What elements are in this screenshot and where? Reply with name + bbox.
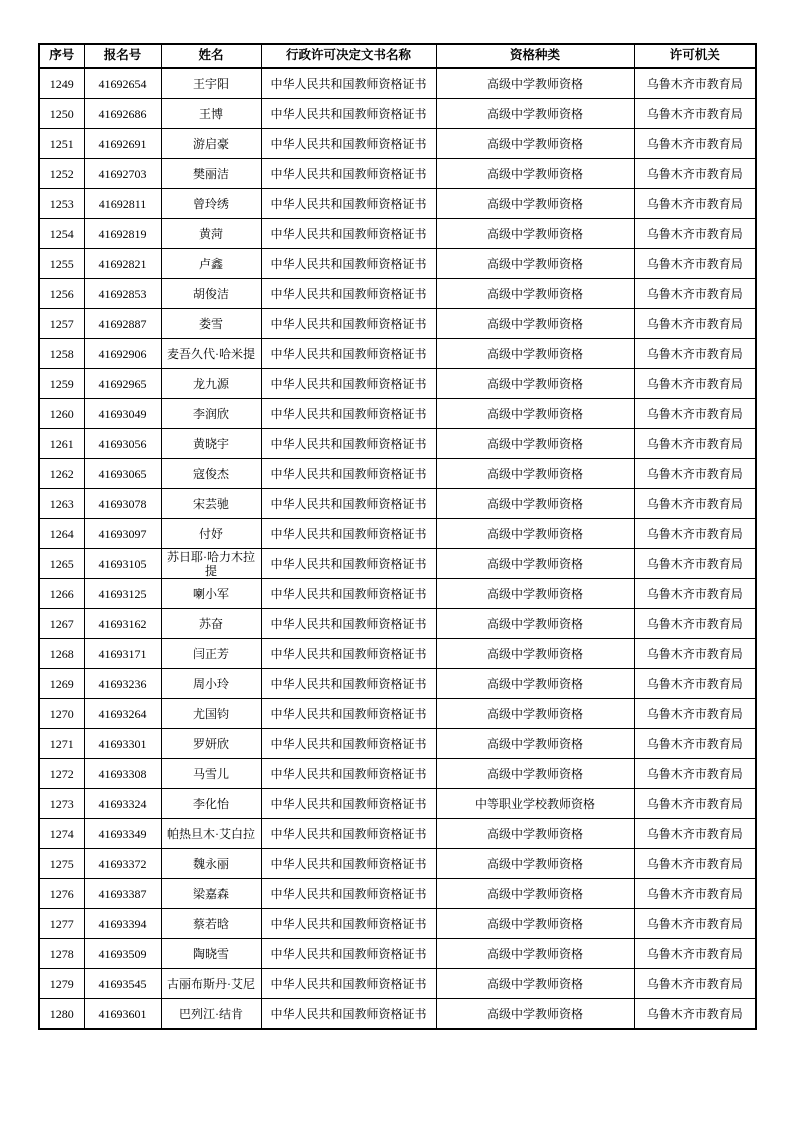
table-row [39, 729, 756, 759]
cell-serial-number: 1274 [39, 819, 84, 849]
cell-serial-number: 1256 [39, 279, 84, 309]
table-row [39, 399, 756, 429]
cell-qualification-type: 高级中学教师资格 [436, 969, 634, 999]
cell-qualification-type: 高级中学教师资格 [436, 729, 634, 759]
table-body [39, 68, 756, 1029]
cell-name: 陶晓雪 [161, 939, 261, 969]
cell-document-title: 中华人民共和国教师资格证书 [261, 429, 436, 459]
cell-licensing-authority: 乌鲁木齐市教育局 [634, 489, 756, 519]
table-row [39, 639, 756, 669]
table-row [39, 999, 756, 1030]
cell-serial-number: 1268 [39, 639, 84, 669]
cell-serial-number: 1249 [39, 68, 84, 99]
cell-registration-number: 41692654 [84, 68, 161, 99]
cell-registration-number: 41693056 [84, 429, 161, 459]
cell-registration-number: 41692821 [84, 249, 161, 279]
table-row [39, 549, 756, 579]
table-row [39, 159, 756, 189]
cell-registration-number: 41693264 [84, 699, 161, 729]
table-row [39, 519, 756, 549]
cell-registration-number: 41692887 [84, 309, 161, 339]
cell-licensing-authority: 乌鲁木齐市教育局 [634, 429, 756, 459]
table-row [39, 459, 756, 489]
cell-licensing-authority: 乌鲁木齐市教育局 [634, 969, 756, 999]
cell-registration-number: 41692965 [84, 369, 161, 399]
cell-document-title: 中华人民共和国教师资格证书 [261, 519, 436, 549]
cell-registration-number: 41693125 [84, 579, 161, 609]
cell-qualification-type: 高级中学教师资格 [436, 519, 634, 549]
cell-registration-number: 41693324 [84, 789, 161, 819]
cell-document-title: 中华人民共和国教师资格证书 [261, 609, 436, 639]
cell-document-title: 中华人民共和国教师资格证书 [261, 159, 436, 189]
cell-registration-number: 41693349 [84, 819, 161, 849]
cell-registration-number: 41693097 [84, 519, 161, 549]
cell-licensing-authority: 乌鲁木齐市教育局 [634, 729, 756, 759]
cell-registration-number: 41693545 [84, 969, 161, 999]
cell-name: 梁嘉森 [161, 879, 261, 909]
cell-document-title: 中华人民共和国教师资格证书 [261, 99, 436, 129]
table-row [39, 939, 756, 969]
cell-name: 麦吾久代·哈米提 [161, 339, 261, 369]
cell-name: 黄晓宇 [161, 429, 261, 459]
cell-name: 尤国钧 [161, 699, 261, 729]
table-row [39, 369, 756, 399]
cell-name: 魏永丽 [161, 849, 261, 879]
cell-document-title: 中华人民共和国教师资格证书 [261, 579, 436, 609]
cell-qualification-type: 高级中学教师资格 [436, 279, 634, 309]
cell-licensing-authority: 乌鲁木齐市教育局 [634, 609, 756, 639]
cell-qualification-type: 高级中学教师资格 [436, 459, 634, 489]
cell-licensing-authority: 乌鲁木齐市教育局 [634, 99, 756, 129]
cell-document-title: 中华人民共和国教师资格证书 [261, 699, 436, 729]
table-row [39, 969, 756, 999]
cell-name: 巴列江·结肯 [161, 999, 261, 1030]
cell-licensing-authority: 乌鲁木齐市教育局 [634, 789, 756, 819]
cell-qualification-type: 高级中学教师资格 [436, 489, 634, 519]
cell-serial-number: 1278 [39, 939, 84, 969]
cell-licensing-authority: 乌鲁木齐市教育局 [634, 68, 756, 99]
cell-registration-number: 41692853 [84, 279, 161, 309]
cell-document-title: 中华人民共和国教师资格证书 [261, 879, 436, 909]
table-row [39, 759, 756, 789]
cell-name: 宋芸驰 [161, 489, 261, 519]
cell-qualification-type: 高级中学教师资格 [436, 68, 634, 99]
cell-qualification-type: 高级中学教师资格 [436, 669, 634, 699]
cell-name: 李润欣 [161, 399, 261, 429]
cell-serial-number: 1271 [39, 729, 84, 759]
cell-licensing-authority: 乌鲁木齐市教育局 [634, 159, 756, 189]
cell-licensing-authority: 乌鲁木齐市教育局 [634, 579, 756, 609]
cell-name: 喇小军 [161, 579, 261, 609]
cell-qualification-type: 高级中学教师资格 [436, 99, 634, 129]
table-row [39, 819, 756, 849]
cell-qualification-type: 高级中学教师资格 [436, 819, 634, 849]
cell-serial-number: 1258 [39, 339, 84, 369]
cell-registration-number: 41693301 [84, 729, 161, 759]
cell-registration-number: 41693105 [84, 549, 161, 579]
cell-qualification-type: 高级中学教师资格 [436, 909, 634, 939]
column-header-qualification-type: 资格种类 [436, 44, 634, 68]
cell-licensing-authority: 乌鲁木齐市教育局 [634, 279, 756, 309]
cell-serial-number: 1265 [39, 549, 84, 579]
cell-name: 李化怡 [161, 789, 261, 819]
cell-name: 罗妍欣 [161, 729, 261, 759]
cell-serial-number: 1263 [39, 489, 84, 519]
cell-licensing-authority: 乌鲁木齐市教育局 [634, 939, 756, 969]
cell-serial-number: 1276 [39, 879, 84, 909]
cell-licensing-authority: 乌鲁木齐市教育局 [634, 549, 756, 579]
cell-serial-number: 1255 [39, 249, 84, 279]
cell-qualification-type: 高级中学教师资格 [436, 849, 634, 879]
cell-licensing-authority: 乌鲁木齐市教育局 [634, 699, 756, 729]
table-header [39, 44, 756, 68]
table-row [39, 849, 756, 879]
cell-qualification-type: 高级中学教师资格 [436, 189, 634, 219]
table-row [39, 609, 756, 639]
cell-name: 闫正芳 [161, 639, 261, 669]
cell-document-title: 中华人民共和国教师资格证书 [261, 399, 436, 429]
cell-licensing-authority: 乌鲁木齐市教育局 [634, 999, 756, 1030]
cell-document-title: 中华人民共和国教师资格证书 [261, 819, 436, 849]
cell-serial-number: 1250 [39, 99, 84, 129]
cell-serial-number: 1254 [39, 219, 84, 249]
table-row [39, 189, 756, 219]
cell-licensing-authority: 乌鲁木齐市教育局 [634, 519, 756, 549]
table-row [39, 579, 756, 609]
cell-licensing-authority: 乌鲁木齐市教育局 [634, 669, 756, 699]
cell-document-title: 中华人民共和国教师资格证书 [261, 459, 436, 489]
cell-document-title: 中华人民共和国教师资格证书 [261, 759, 436, 789]
cell-registration-number: 41693394 [84, 909, 161, 939]
column-header-licensing-authority: 许可机关 [634, 44, 756, 68]
cell-name: 卢鑫 [161, 249, 261, 279]
cell-registration-number: 41693387 [84, 879, 161, 909]
cell-licensing-authority: 乌鲁木齐市教育局 [634, 879, 756, 909]
cell-name: 周小玲 [161, 669, 261, 699]
cell-document-title: 中华人民共和国教师资格证书 [261, 729, 436, 759]
cell-licensing-authority: 乌鲁木齐市教育局 [634, 849, 756, 879]
cell-serial-number: 1262 [39, 459, 84, 489]
cell-document-title: 中华人民共和国教师资格证书 [261, 789, 436, 819]
cell-document-title: 中华人民共和国教师资格证书 [261, 369, 436, 399]
cell-serial-number: 1261 [39, 429, 84, 459]
cell-licensing-authority: 乌鲁木齐市教育局 [634, 219, 756, 249]
header-row [39, 44, 756, 68]
cell-serial-number: 1279 [39, 969, 84, 999]
cell-registration-number: 41692819 [84, 219, 161, 249]
cell-document-title: 中华人民共和国教师资格证书 [261, 669, 436, 699]
cell-document-title: 中华人民共和国教师资格证书 [261, 849, 436, 879]
cell-name: 黄菏 [161, 219, 261, 249]
cell-licensing-authority: 乌鲁木齐市教育局 [634, 129, 756, 159]
cell-name: 樊丽洁 [161, 159, 261, 189]
cell-name: 付妤 [161, 519, 261, 549]
column-header-serial-number: 序号 [39, 44, 84, 68]
cell-name: 古丽布斯丹·艾尼 [161, 969, 261, 999]
cell-document-title: 中华人民共和国教师资格证书 [261, 969, 436, 999]
cell-serial-number: 1266 [39, 579, 84, 609]
cell-name: 寇俊杰 [161, 459, 261, 489]
cell-registration-number: 41693049 [84, 399, 161, 429]
cell-licensing-authority: 乌鲁木齐市教育局 [634, 909, 756, 939]
cell-serial-number: 1259 [39, 369, 84, 399]
table-row [39, 699, 756, 729]
cell-licensing-authority: 乌鲁木齐市教育局 [634, 249, 756, 279]
cell-document-title: 中华人民共和国教师资格证书 [261, 219, 436, 249]
column-header-name: 姓名 [161, 44, 261, 68]
cell-qualification-type: 高级中学教师资格 [436, 159, 634, 189]
cell-licensing-authority: 乌鲁木齐市教育局 [634, 189, 756, 219]
cell-document-title: 中华人民共和国教师资格证书 [261, 68, 436, 99]
cell-registration-number: 41693509 [84, 939, 161, 969]
cell-document-title: 中华人民共和国教师资格证书 [261, 339, 436, 369]
table-row [39, 68, 756, 99]
cell-document-title: 中华人民共和国教师资格证书 [261, 939, 436, 969]
cell-qualification-type: 高级中学教师资格 [436, 369, 634, 399]
cell-name: 蔡若晗 [161, 909, 261, 939]
cell-document-title: 中华人民共和国教师资格证书 [261, 309, 436, 339]
cell-serial-number: 1252 [39, 159, 84, 189]
cell-registration-number: 41692691 [84, 129, 161, 159]
cell-qualification-type: 高级中学教师资格 [436, 129, 634, 159]
cell-document-title: 中华人民共和国教师资格证书 [261, 639, 436, 669]
cell-name: 马雪儿 [161, 759, 261, 789]
cell-serial-number: 1267 [39, 609, 84, 639]
cell-name: 王宇阳 [161, 68, 261, 99]
cell-serial-number: 1280 [39, 999, 84, 1030]
cell-document-title: 中华人民共和国教师资格证书 [261, 549, 436, 579]
cell-registration-number: 41693601 [84, 999, 161, 1030]
cell-qualification-type: 高级中学教师资格 [436, 339, 634, 369]
cell-registration-number: 41692811 [84, 189, 161, 219]
cell-name: 胡俊洁 [161, 279, 261, 309]
cell-qualification-type: 高级中学教师资格 [436, 939, 634, 969]
table-row [39, 339, 756, 369]
cell-document-title: 中华人民共和国教师资格证书 [261, 249, 436, 279]
cell-serial-number: 1270 [39, 699, 84, 729]
table-row [39, 129, 756, 159]
cell-serial-number: 1269 [39, 669, 84, 699]
cell-registration-number: 41693162 [84, 609, 161, 639]
cell-name: 苏奋 [161, 609, 261, 639]
table-row [39, 789, 756, 819]
cell-qualification-type: 高级中学教师资格 [436, 609, 634, 639]
cell-registration-number: 41693308 [84, 759, 161, 789]
cell-serial-number: 1257 [39, 309, 84, 339]
cell-registration-number: 41692686 [84, 99, 161, 129]
cell-licensing-authority: 乌鲁木齐市教育局 [634, 309, 756, 339]
cell-name: 苏日耶·哈力木拉提 [161, 549, 261, 579]
cell-document-title: 中华人民共和国教师资格证书 [261, 189, 436, 219]
cell-qualification-type: 高级中学教师资格 [436, 399, 634, 429]
cell-qualification-type: 高级中学教师资格 [436, 879, 634, 909]
cell-document-title: 中华人民共和国教师资格证书 [261, 999, 436, 1030]
cell-name: 游启豪 [161, 129, 261, 159]
cell-registration-number: 41692703 [84, 159, 161, 189]
cell-qualification-type: 高级中学教师资格 [436, 219, 634, 249]
cell-qualification-type: 高级中学教师资格 [436, 699, 634, 729]
cell-name: 娄雪 [161, 309, 261, 339]
cell-registration-number: 41693065 [84, 459, 161, 489]
column-header-document-title: 行政许可决定文书名称 [261, 44, 436, 68]
cell-qualification-type: 高级中学教师资格 [436, 429, 634, 459]
cell-serial-number: 1260 [39, 399, 84, 429]
cell-qualification-type: 高级中学教师资格 [436, 249, 634, 279]
table-row [39, 99, 756, 129]
table-row [39, 279, 756, 309]
cell-qualification-type: 高级中学教师资格 [436, 639, 634, 669]
table-row [39, 219, 756, 249]
cell-licensing-authority: 乌鲁木齐市教育局 [634, 339, 756, 369]
cell-serial-number: 1251 [39, 129, 84, 159]
cell-registration-number: 41693078 [84, 489, 161, 519]
cell-serial-number: 1253 [39, 189, 84, 219]
table-row [39, 879, 756, 909]
teacher-license-table [38, 43, 757, 1030]
column-header-registration-number: 报名号 [84, 44, 161, 68]
table-row [39, 669, 756, 699]
table-row [39, 909, 756, 939]
cell-document-title: 中华人民共和国教师资格证书 [261, 909, 436, 939]
table-row [39, 309, 756, 339]
cell-document-title: 中华人民共和国教师资格证书 [261, 129, 436, 159]
cell-name: 王博 [161, 99, 261, 129]
cell-registration-number: 41693236 [84, 669, 161, 699]
cell-qualification-type: 高级中学教师资格 [436, 309, 634, 339]
cell-document-title: 中华人民共和国教师资格证书 [261, 489, 436, 519]
cell-qualification-type: 高级中学教师资格 [436, 579, 634, 609]
cell-qualification-type: 高级中学教师资格 [436, 549, 634, 579]
cell-licensing-authority: 乌鲁木齐市教育局 [634, 759, 756, 789]
cell-registration-number: 41693372 [84, 849, 161, 879]
table-row [39, 249, 756, 279]
cell-licensing-authority: 乌鲁木齐市教育局 [634, 639, 756, 669]
cell-serial-number: 1273 [39, 789, 84, 819]
table-row [39, 489, 756, 519]
cell-name: 龙九源 [161, 369, 261, 399]
cell-registration-number: 41693171 [84, 639, 161, 669]
cell-serial-number: 1275 [39, 849, 84, 879]
cell-serial-number: 1264 [39, 519, 84, 549]
cell-qualification-type: 高级中学教师资格 [436, 999, 634, 1030]
cell-qualification-type: 高级中学教师资格 [436, 759, 634, 789]
cell-name: 曾玲绣 [161, 189, 261, 219]
cell-serial-number: 1277 [39, 909, 84, 939]
table-row [39, 429, 756, 459]
cell-qualification-type: 中等职业学校教师资格 [436, 789, 634, 819]
cell-licensing-authority: 乌鲁木齐市教育局 [634, 399, 756, 429]
cell-name: 帕热旦木·艾白拉 [161, 819, 261, 849]
cell-registration-number: 41692906 [84, 339, 161, 369]
cell-licensing-authority: 乌鲁木齐市教育局 [634, 459, 756, 489]
cell-licensing-authority: 乌鲁木齐市教育局 [634, 819, 756, 849]
cell-document-title: 中华人民共和国教师资格证书 [261, 279, 436, 309]
cell-serial-number: 1272 [39, 759, 84, 789]
cell-licensing-authority: 乌鲁木齐市教育局 [634, 369, 756, 399]
